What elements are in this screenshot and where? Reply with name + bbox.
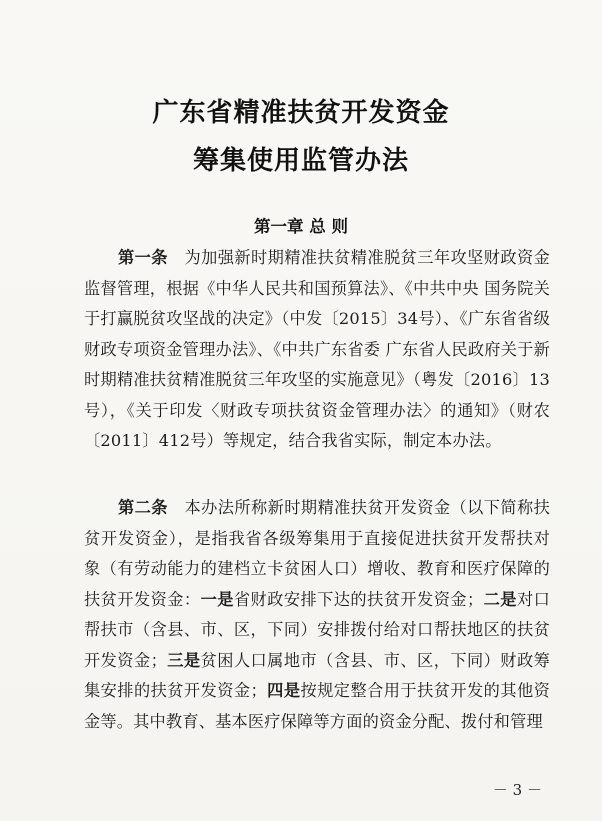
document-title-line-1: 广东省精准扶贫开发资金 [152, 98, 450, 128]
article-2-label: 第二条 [118, 498, 168, 517]
article-2-item-4-label: 四是 [266, 681, 301, 700]
article-2-intro: 本办法所称新时期精准扶贫开发资金（以下简称扶贫开发资金），是指我省各级筹集用于直接促进扶贫开发帮扶对象（有劳动能力的建档立卡贫困人口）增收、教育和医疗保障的扶贫开发资金： [84, 498, 550, 609]
article-2-item-2-label: 二是 [483, 589, 517, 609]
article-2-paragraph [84, 493, 550, 737]
article-2-item-1-label: 一是 [200, 589, 234, 609]
chapter-heading: 第一章 总 则 [254, 217, 348, 236]
article-2-item-1-text: 省财政安排下达的扶贫开发资金； [233, 589, 484, 609]
article-2-item-3-label: 三是 [167, 650, 201, 670]
article-2-item-2-text: 对口帮扶市（含县、市、区，下同）安排拨付给对口帮扶地区的扶贫开发资金； [84, 589, 551, 670]
article-1-text: 为加强新时期精准扶贫精准脱贫三年攻坚财政资金监督管理，根据《中华人民共和国预算法》、《中共中央 国务院关于打赢脱贫攻坚战的决定》（中发〔2015〕34号）、《广东省省级财政专项资金管理办法》、《中共广东省委 广东省人民政府关于新时期精准扶贫精准脱贫三年攻坚的实施意见》（粤发〔2016〕13号），《关于印发〈财政专项扶贫资金管理办法〉的通知》（财农〔2011〕412号）等规定，结合我省实际，制定本办法。 [84, 248, 550, 450]
article-1-label: 第一条 [118, 248, 168, 267]
document-title-line-2: 筹集使用监管办法 [192, 146, 409, 176]
article-2-item-4-text: 按规定整合用于扶贫开发的其他资金等。其中教育、基本医疗保障等方面的资金分配、拨付和管理 [84, 681, 551, 731]
page-number: － 3 － [492, 781, 542, 799]
article-2-item-3-text: 贫困人口属地市（含县、市、区，下同）财政筹集安排的扶贫开发资金； [84, 650, 551, 700]
article-1-paragraph [84, 243, 550, 457]
